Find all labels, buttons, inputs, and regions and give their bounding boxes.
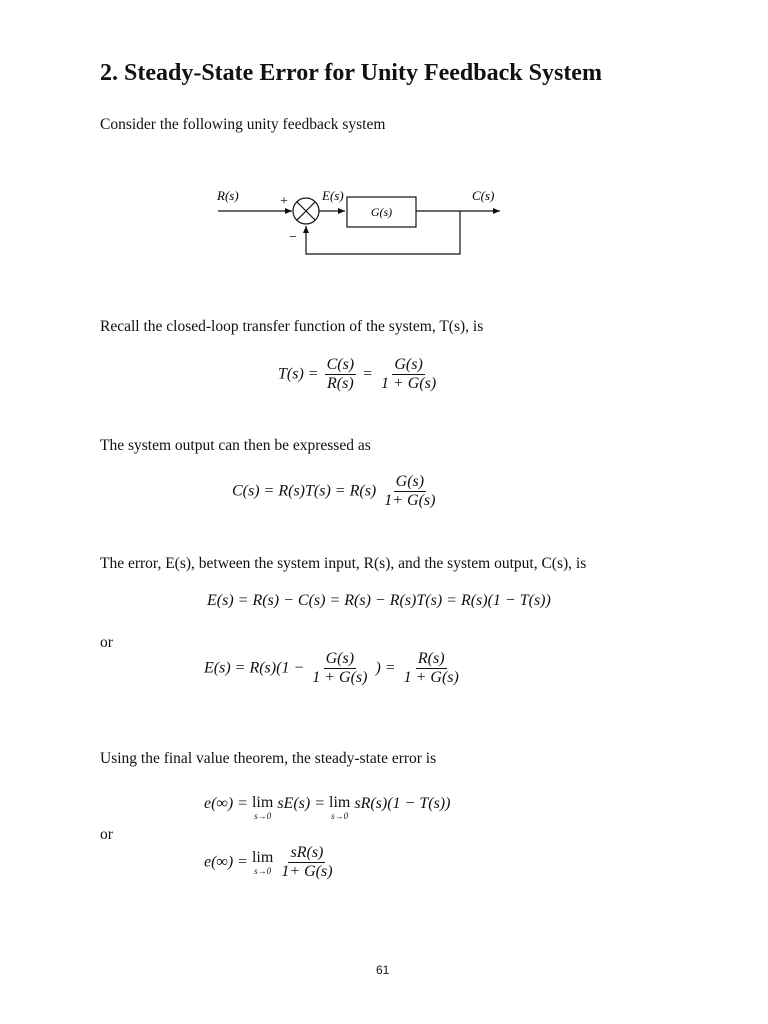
eq1-lhs: T(s) = bbox=[278, 365, 319, 383]
eq5-mid: sE(s) = bbox=[277, 795, 325, 812]
equation-final-value bbox=[204, 795, 450, 821]
eq6-lim: lim bbox=[251, 848, 274, 866]
fvt-paragraph: Using the final value theorem, the steady-state error is bbox=[100, 750, 437, 767]
block-label: G(s) bbox=[370, 205, 393, 219]
equation-closed-loop bbox=[278, 356, 440, 394]
input-label: R(s) bbox=[217, 188, 239, 203]
or-paragraph-2: or bbox=[100, 826, 113, 843]
eq5-lim2: lim bbox=[329, 794, 351, 811]
error-label: E(s) bbox=[322, 188, 344, 203]
eq1-frac1-numerator: C(s) bbox=[325, 356, 357, 375]
eq6-numerator: sR(s) bbox=[288, 844, 325, 863]
eq2-denominator: 1+ G(s) bbox=[384, 492, 436, 510]
eq4-frac1-numerator: G(s) bbox=[324, 650, 356, 669]
plus-sign: + bbox=[280, 194, 288, 209]
page-number: 61 bbox=[376, 963, 390, 977]
eq4-lhs: E(s) = R(s)(1 − bbox=[204, 659, 305, 677]
minus-sign: − bbox=[289, 230, 297, 245]
error-paragraph: The error, E(s), between the system input, R(s), and the system output, C(s), is bbox=[100, 555, 587, 572]
eq6-denominator: 1+ G(s) bbox=[281, 863, 333, 881]
output-label: C(s) bbox=[472, 188, 495, 203]
feedback-block-diagram bbox=[200, 180, 520, 265]
eq4-frac1-denominator: 1 + G(s) bbox=[312, 669, 368, 687]
eq6-lim-sub: s→0 bbox=[254, 865, 272, 876]
intro-paragraph: Consider the following unity feedback system bbox=[100, 116, 386, 133]
eq1-frac2-numerator: G(s) bbox=[392, 356, 424, 375]
eq5-rest: sR(s)(1 − T(s)) bbox=[354, 795, 451, 812]
eq1-equals: = bbox=[362, 365, 373, 383]
eq4-mid: ) = bbox=[375, 659, 396, 677]
equation-error: E(s) = R(s) − C(s) = R(s) − R(s)T(s) = R(s)(1 − T(s)) bbox=[207, 592, 551, 609]
eq5-lim2-sub: s→0 bbox=[331, 811, 349, 821]
output-paragraph: The system output can then be expressed as bbox=[100, 437, 371, 454]
eq2-numerator: G(s) bbox=[394, 473, 426, 492]
eq5-lhs: e(∞) = bbox=[204, 795, 248, 812]
eq4-frac2-denominator: 1 + G(s) bbox=[403, 669, 459, 687]
eq2-lhs: C(s) = R(s)T(s) = R(s) bbox=[232, 482, 377, 500]
recall-paragraph: Recall the closed-loop transfer function of the system, T(s), is bbox=[100, 318, 484, 335]
or-paragraph-1: or bbox=[100, 634, 113, 651]
summing-junction bbox=[293, 198, 319, 224]
equation-error-expanded bbox=[204, 650, 463, 688]
eq1-frac1-denominator: R(s) bbox=[327, 375, 354, 393]
equation-output bbox=[232, 473, 439, 511]
eq5-lim1: lim bbox=[251, 794, 274, 811]
eq1-frac2-denominator: 1 + G(s) bbox=[380, 375, 437, 393]
eq6-lhs: e(∞) = bbox=[204, 853, 248, 871]
section-title: 2. Steady-State Error for Unity Feedback System bbox=[100, 60, 602, 86]
eq4-frac2-numerator: R(s) bbox=[416, 650, 447, 669]
equation-steady-state-error bbox=[204, 844, 337, 882]
eq5-lim1-sub: s→0 bbox=[254, 811, 272, 821]
